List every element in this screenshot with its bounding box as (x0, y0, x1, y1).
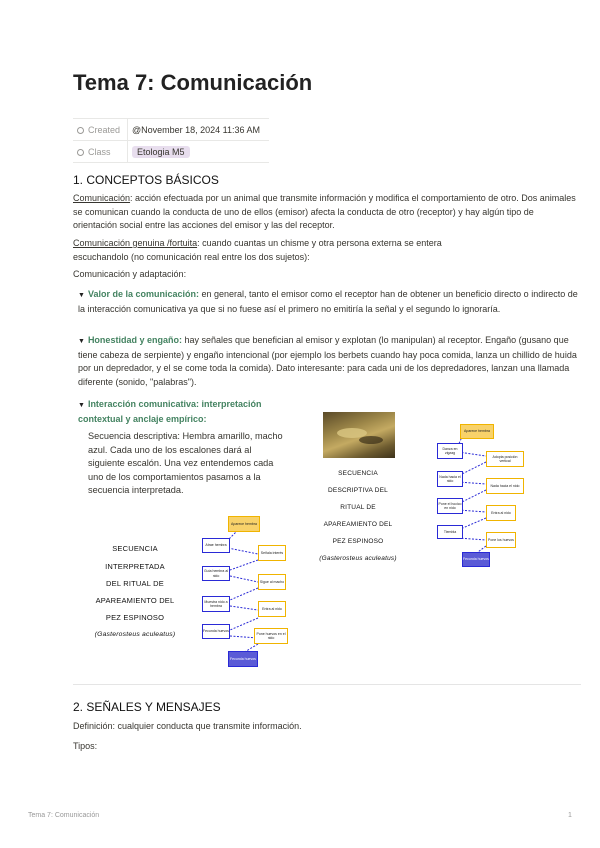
caption-species: (Gasterosteus aculeatus) (94, 631, 176, 638)
flow-box-male: Guía hembra al nido (202, 566, 230, 581)
property-class (73, 141, 269, 163)
caption-species: (Gasterosteus aculeatus) (319, 555, 397, 562)
flow-box-top: Aparece hembra (228, 516, 260, 532)
caption-line: PEZ ESPINOSO (105, 613, 165, 622)
toggle-honestidad[interactable] (78, 334, 578, 389)
flow-box-male: Tiembla (437, 525, 463, 539)
definition: : cuando cuantas un chisme y otra persona externa se entera escuchandolo (no comunicación real entre los dos sujetos): (73, 238, 442, 262)
toggle-triangle-icon[interactable]: ▼ (78, 338, 85, 345)
paragraph-comunicacion (73, 192, 578, 233)
fish-photo (323, 412, 395, 458)
page-title: Tema 7: Comunicación (73, 70, 313, 95)
caption-line: APAREAMIENTO DEL (323, 521, 393, 528)
clock-icon (77, 127, 84, 134)
caption-line: SECUENCIA (112, 544, 158, 553)
property-value: @November 18, 2024 11:36 AM (132, 124, 261, 135)
paragraph-genuina (73, 237, 493, 264)
toggle-title: Honestidad y engaño: (87, 335, 182, 345)
caption-line: DESCRIPTIVA DEL (328, 487, 388, 494)
flow-box-female: Entra al nido (486, 505, 516, 521)
flow-box-female: Pone los huevos (486, 532, 516, 548)
flow-box-female: Nada hacia el nido (486, 478, 524, 494)
toggle-title: Valor de la comunicación: (87, 289, 199, 299)
paragraph-tipos: Tipos: (73, 741, 98, 751)
select-icon (77, 149, 84, 156)
term: Comunicación genuina /fortuita (73, 238, 198, 248)
footer-title: Tema 7: Comunicación (28, 812, 100, 819)
toggle-triangle-icon[interactable]: ▼ (78, 402, 85, 409)
footer-page-number: 1 (568, 812, 572, 819)
caption-line: DEL RITUAL DE (106, 579, 164, 588)
property-key: Class (88, 146, 111, 157)
flow-box-female: Pone huevos en el nido (254, 628, 288, 644)
flow-box-female: Adopta posición vertical (486, 451, 524, 467)
flow-box-male: Pone el hocico en nido (437, 498, 463, 514)
toggle-text: en general, tanto el emisor como el receptor han de obtener un beneficio directo o indirecto de la interacción comunicativa ya que si no fuese así el primero no emitiría la señal y el segundo lo ignoraría. (78, 289, 578, 314)
toggle-title: Interacción comunicativa: interpretación contextual y anclaje empírico: (78, 399, 262, 424)
flow-box-male: Danza en zigzag (437, 443, 463, 459)
flow-box-female: Entra al nido (258, 601, 286, 617)
flow-box-female: Sigue al macho (258, 574, 286, 590)
flow-box-female: Señala interés (258, 545, 286, 561)
divider (73, 684, 581, 685)
flow-box-male: Muestra nido a hembra (202, 596, 230, 612)
flow-box-top: Aparece hembra (460, 424, 494, 439)
paragraph-definicion: Definición: cualquier conducta que transmite información. (73, 721, 302, 731)
toggle-interaccion[interactable] (78, 398, 283, 426)
flow-box-bottom: Fecunda huevos (462, 552, 490, 567)
toggle-text: hay señales que benefician al emisor y explotan (lo manipulan) al receptor. Engaño (gusano que tiene cabeza de serpiente) y engaño intencional (por ejemplo los berbets cuando hay poca comida, lanza un chillido de huida por un depredador, y el se come toda la comida). Dato interesante: para cada uni de los depredadores, lanzan una llamada diferente (sonido, "palabras"). (78, 335, 577, 387)
property-key: Created (88, 124, 121, 135)
flow-box-male: Nada hacia el nido (437, 471, 463, 487)
section-heading: 1. CONCEPTOS BÁSICOS (73, 173, 219, 187)
flow-box-male: Atrae hembra (202, 538, 230, 553)
properties-table (73, 118, 269, 163)
toggle-triangle-icon[interactable]: ▼ (78, 292, 85, 299)
term: Comunicación (73, 193, 131, 203)
toggle-interaccion-text: Secuencia descriptiva: Hembra amarillo, macho azul. Cada uno de los escalones dará al siguiente escalón. Una vez entendemos cada uno de los comportamientos pasamos a la secuencia interpretada. (88, 431, 283, 495)
toggle-valor[interactable] (78, 288, 578, 316)
property-created (73, 119, 269, 141)
section-heading: 2. SEÑALES Y MENSAJES (73, 700, 221, 714)
caption-line: INTERPRETADA (105, 562, 165, 571)
flow-box-male: Fecunda huevos (202, 624, 230, 639)
flow-box-bottom: Fecunda huevos (228, 651, 258, 667)
caption-line: APAREAMIENTO DEL (95, 596, 175, 605)
caption-line: PEZ ESPINOSO (332, 538, 384, 545)
caption-line: SECUENCIA (338, 470, 378, 477)
definition: : acción efectuada por un animal que transmite información y modifica el comportamiento de otro. Dos animales se comunican cuando la conducta de uno de ellos (emisor) afecta la conducta de otro (receptor) y hay algún tipo de orientación social entre las acciones del emisor y las del receptor. (73, 193, 576, 230)
caption-line: RITUAL DE (340, 504, 376, 511)
class-tag: Etologia M5 (132, 146, 190, 158)
paragraph-adaptacion: Comunicación y adaptación: (73, 269, 187, 279)
